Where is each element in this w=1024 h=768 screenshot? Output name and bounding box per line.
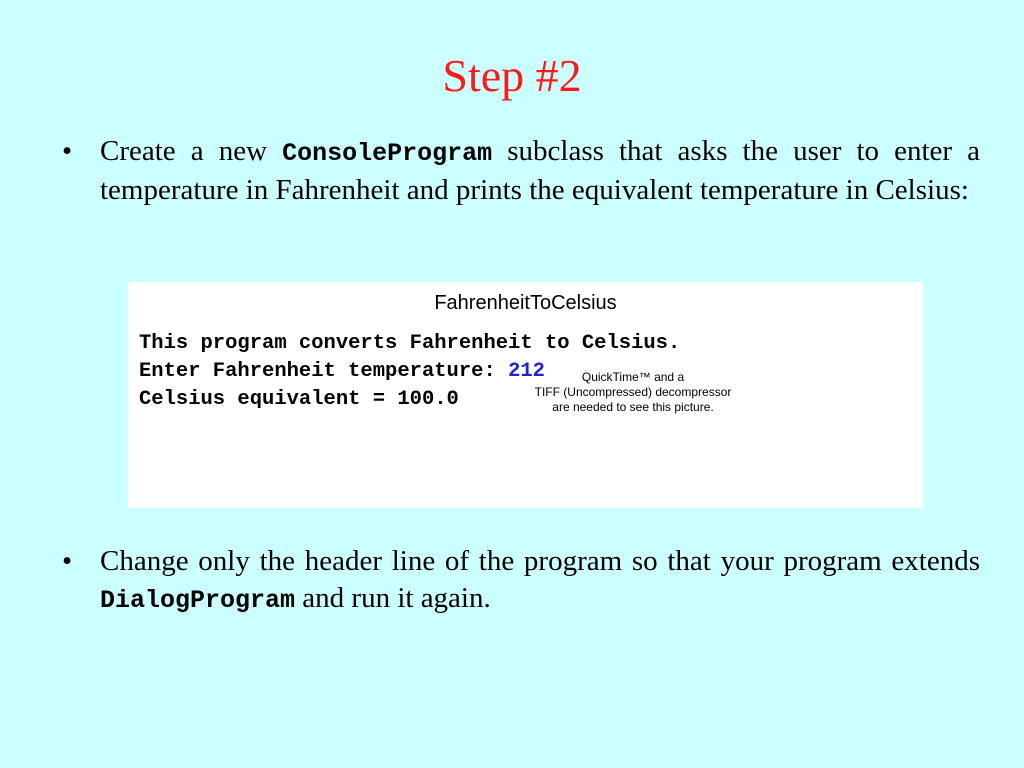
bullet-text-after: subclass that asks the user to enter a temperature in Fahrenheit and prints the equivalent temperature in Celsius: xyxy=(100,135,981,206)
class-name-code: ConsoleProgram xyxy=(282,139,493,168)
bullet-item-1 xyxy=(62,133,981,209)
console-line-intro xyxy=(139,330,680,358)
notice-line: are needed to see this picture. xyxy=(552,400,714,414)
notice-line: QuickTime™ and a xyxy=(581,370,685,384)
console-window xyxy=(128,282,923,508)
bullet-text-after: and run it again. xyxy=(295,582,491,614)
bullet-marker: • xyxy=(62,545,73,577)
console-user-input: 212 xyxy=(508,360,545,383)
bullet-text-before: Create a new xyxy=(100,135,283,167)
console-window-title: FahrenheitToCelsius xyxy=(434,292,617,314)
bullet-item-2 xyxy=(62,543,980,619)
console-prompt-text: Enter Fahrenheit temperature: xyxy=(139,360,509,383)
console-line-result xyxy=(139,386,459,414)
console-result-text: Celsius equivalent = 100.0 xyxy=(139,388,459,411)
console-output-text: This program converts Fahrenheit to Celsius. xyxy=(139,332,681,355)
console-line-prompt xyxy=(139,358,545,386)
class-name-code: DialogProgram xyxy=(100,586,296,615)
bullet-text-before: Change only the header line of the program so that your program extends xyxy=(100,545,980,577)
missing-picture-notice xyxy=(508,370,758,415)
slide-title: Step #2 xyxy=(442,50,582,101)
notice-line: TIFF (Uncompressed) decompressor xyxy=(534,385,732,399)
bullet-marker: • xyxy=(62,135,73,167)
